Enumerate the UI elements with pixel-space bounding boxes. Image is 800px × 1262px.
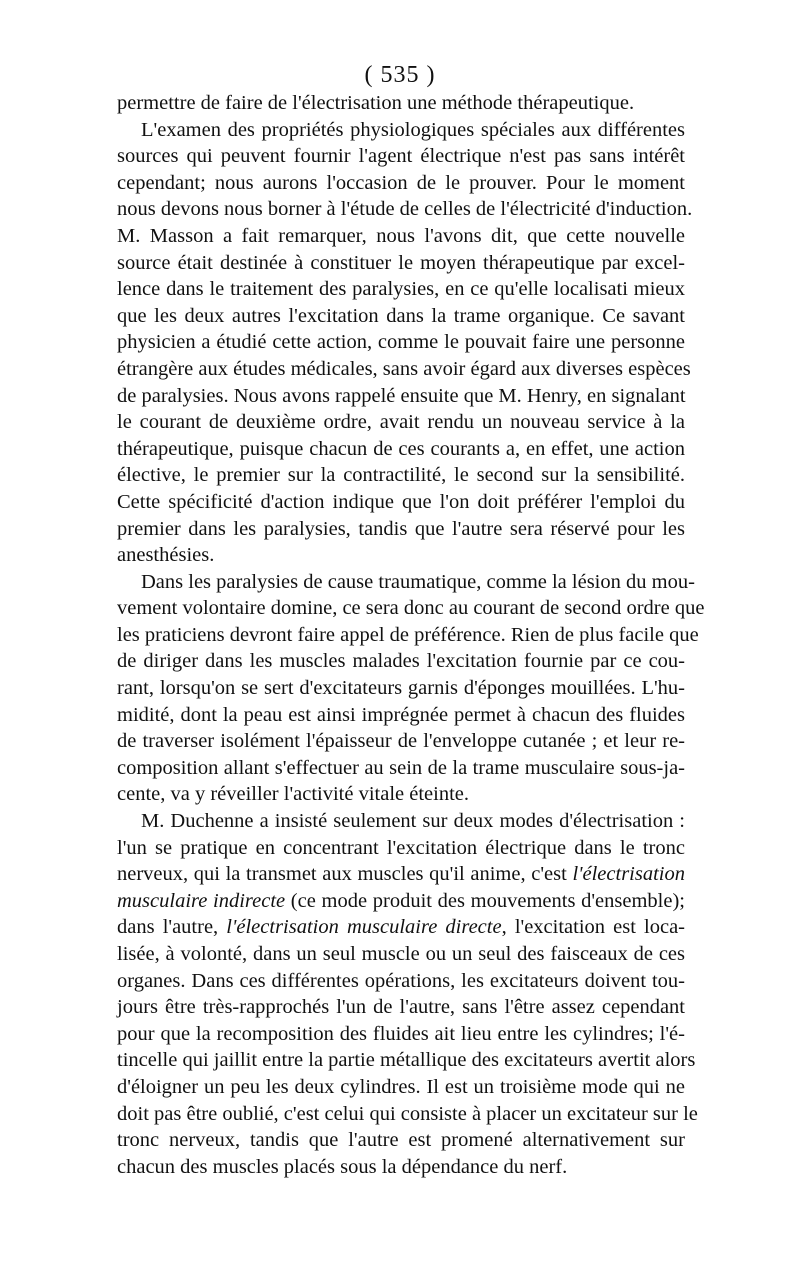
- text-line: tronc nerveux, tandis que l'autre est promené alternativement sur: [117, 1129, 685, 1152]
- text-line: [117, 888, 685, 915]
- text-line: jours être très-rapprochés l'un de l'autre, sans l'être assez cependant: [117, 996, 685, 1019]
- text-fragment: dans l'autre,: [117, 916, 227, 939]
- text-line: tincelle qui jaillit entre la partie métallique des excitateurs avertit alors: [117, 1049, 696, 1072]
- text-line: Dans les paralysies de cause traumatique, comme la lésion du mou-: [141, 570, 695, 593]
- text-line: chacun des muscles placés sous la dépendance du nerf.: [117, 1155, 568, 1178]
- text-line: l'un se pratique en concentrant l'excitation électrique dans le tronc: [117, 836, 685, 859]
- italic-term: l'électrisation musculaire directe: [226, 916, 502, 939]
- text-line: thérapeutique, puisque chacun de ces courants a, en effet, une action: [117, 437, 685, 460]
- text-line: élective, le premier sur la contractilité, le second sur la sensibilité.: [117, 464, 685, 487]
- text-line: cente, va y réveiller l'activité vitale éteinte.: [117, 783, 470, 806]
- text-line: permettre de faire de l'électrisation une méthode thérapeutique.: [117, 92, 635, 114]
- text-line: doit pas être oublié, c'est celui qui consiste à placer un excitateur sur le: [117, 1102, 698, 1125]
- text-line: lence dans le traitement des paralysies, en ce qu'elle localisati mieux: [117, 278, 685, 301]
- text-line: organes. Dans ces différentes opérations, les excitateurs doivent tou-: [117, 969, 685, 992]
- text-line: premier dans les paralysies, tandis que l'autre sera réservé pour les: [117, 517, 685, 540]
- text-line: anesthésies.: [117, 544, 215, 567]
- text-line: composition allant s'effectuer au sein de la trame musculaire sous-ja-: [117, 756, 685, 779]
- text-line: M. Masson a fait remarquer, nous l'avons dit, que cette nouvelle: [117, 224, 685, 247]
- text-line: le courant de deuxième ordre, avait rendu un nouveau service à la: [117, 411, 685, 434]
- text-line: étrangère aux études médicales, sans avoir égard aux diverses espèces: [117, 357, 691, 380]
- text-line: L'examen des propriétés physiologiques spéciales aux différentes: [141, 118, 685, 141]
- text-line: de traverser isolément l'épaisseur de l'enveloppe cutanée ; et leur re-: [117, 730, 685, 753]
- page-number: ( 535 ): [364, 62, 436, 88]
- text-line: de paralysies. Nous avons rappelé ensuite que M. Henry, en signalant: [117, 384, 686, 407]
- text-line: [117, 861, 685, 888]
- italic-term: l'électrisation: [572, 863, 685, 886]
- text-fragment: nerveux, qui la transmet aux muscles qu'il anime, c'est: [117, 863, 573, 886]
- text-line: M. Duchenne a insisté seulement sur deux modes d'électrisation :: [141, 810, 685, 833]
- text-line: cependant; nous aurons l'occasion de le prouver. Pour le moment: [117, 171, 685, 194]
- text-line: les praticiens devront faire appel de préférence. Rien de plus facile que: [117, 623, 699, 646]
- text-line: [117, 914, 685, 941]
- text-line: lisée, à volonté, dans un seul muscle ou un seul des faisceaux de ces: [117, 943, 685, 965]
- text-line: physicien a étudié cette action, comme le pouvait faire une personne: [117, 331, 685, 354]
- text-line: de diriger dans les muscles malades l'excitation fournie par ce cou-: [117, 650, 685, 673]
- text-line: sources qui peuvent fournir l'agent électrique n'est pas sans intérêt: [117, 145, 685, 168]
- text-line: rant, lorsqu'on se sert d'excitateurs garnis d'éponges mouillées. L'hu-: [117, 677, 685, 700]
- text-line: d'éloigner un peu les deux cylindres. Il est un troisième mode qui ne: [117, 1075, 685, 1098]
- text-line: que les deux autres l'excitation dans la trame organique. Ce savant: [117, 304, 685, 327]
- text-line: source était destinée à constituer le moyen thérapeutique par excel-: [117, 251, 685, 274]
- body-text: [117, 90, 705, 1180]
- text-fragment: (ce mode produit des mouvements d'ensemble);: [285, 889, 685, 912]
- text-fragment: , l'excitation est loca-: [501, 916, 685, 939]
- text-line: pour que la recomposition des fluides ait lieu entre les cylindres; l'é-: [117, 1022, 685, 1045]
- italic-term: musculaire indirecte: [117, 889, 286, 912]
- text-line: midité, dont la peau est ainsi imprégnée permet à chacun des fluides: [117, 703, 685, 726]
- text-line: vement volontaire domine, ce sera donc au courant de second ordre que: [117, 597, 705, 620]
- text-line: Cette spécificité d'action indique que l'on doit préférer l'emploi du: [117, 490, 685, 513]
- text-line: nous devons nous borner à l'étude de celles de l'électricité d'induction.: [117, 198, 693, 221]
